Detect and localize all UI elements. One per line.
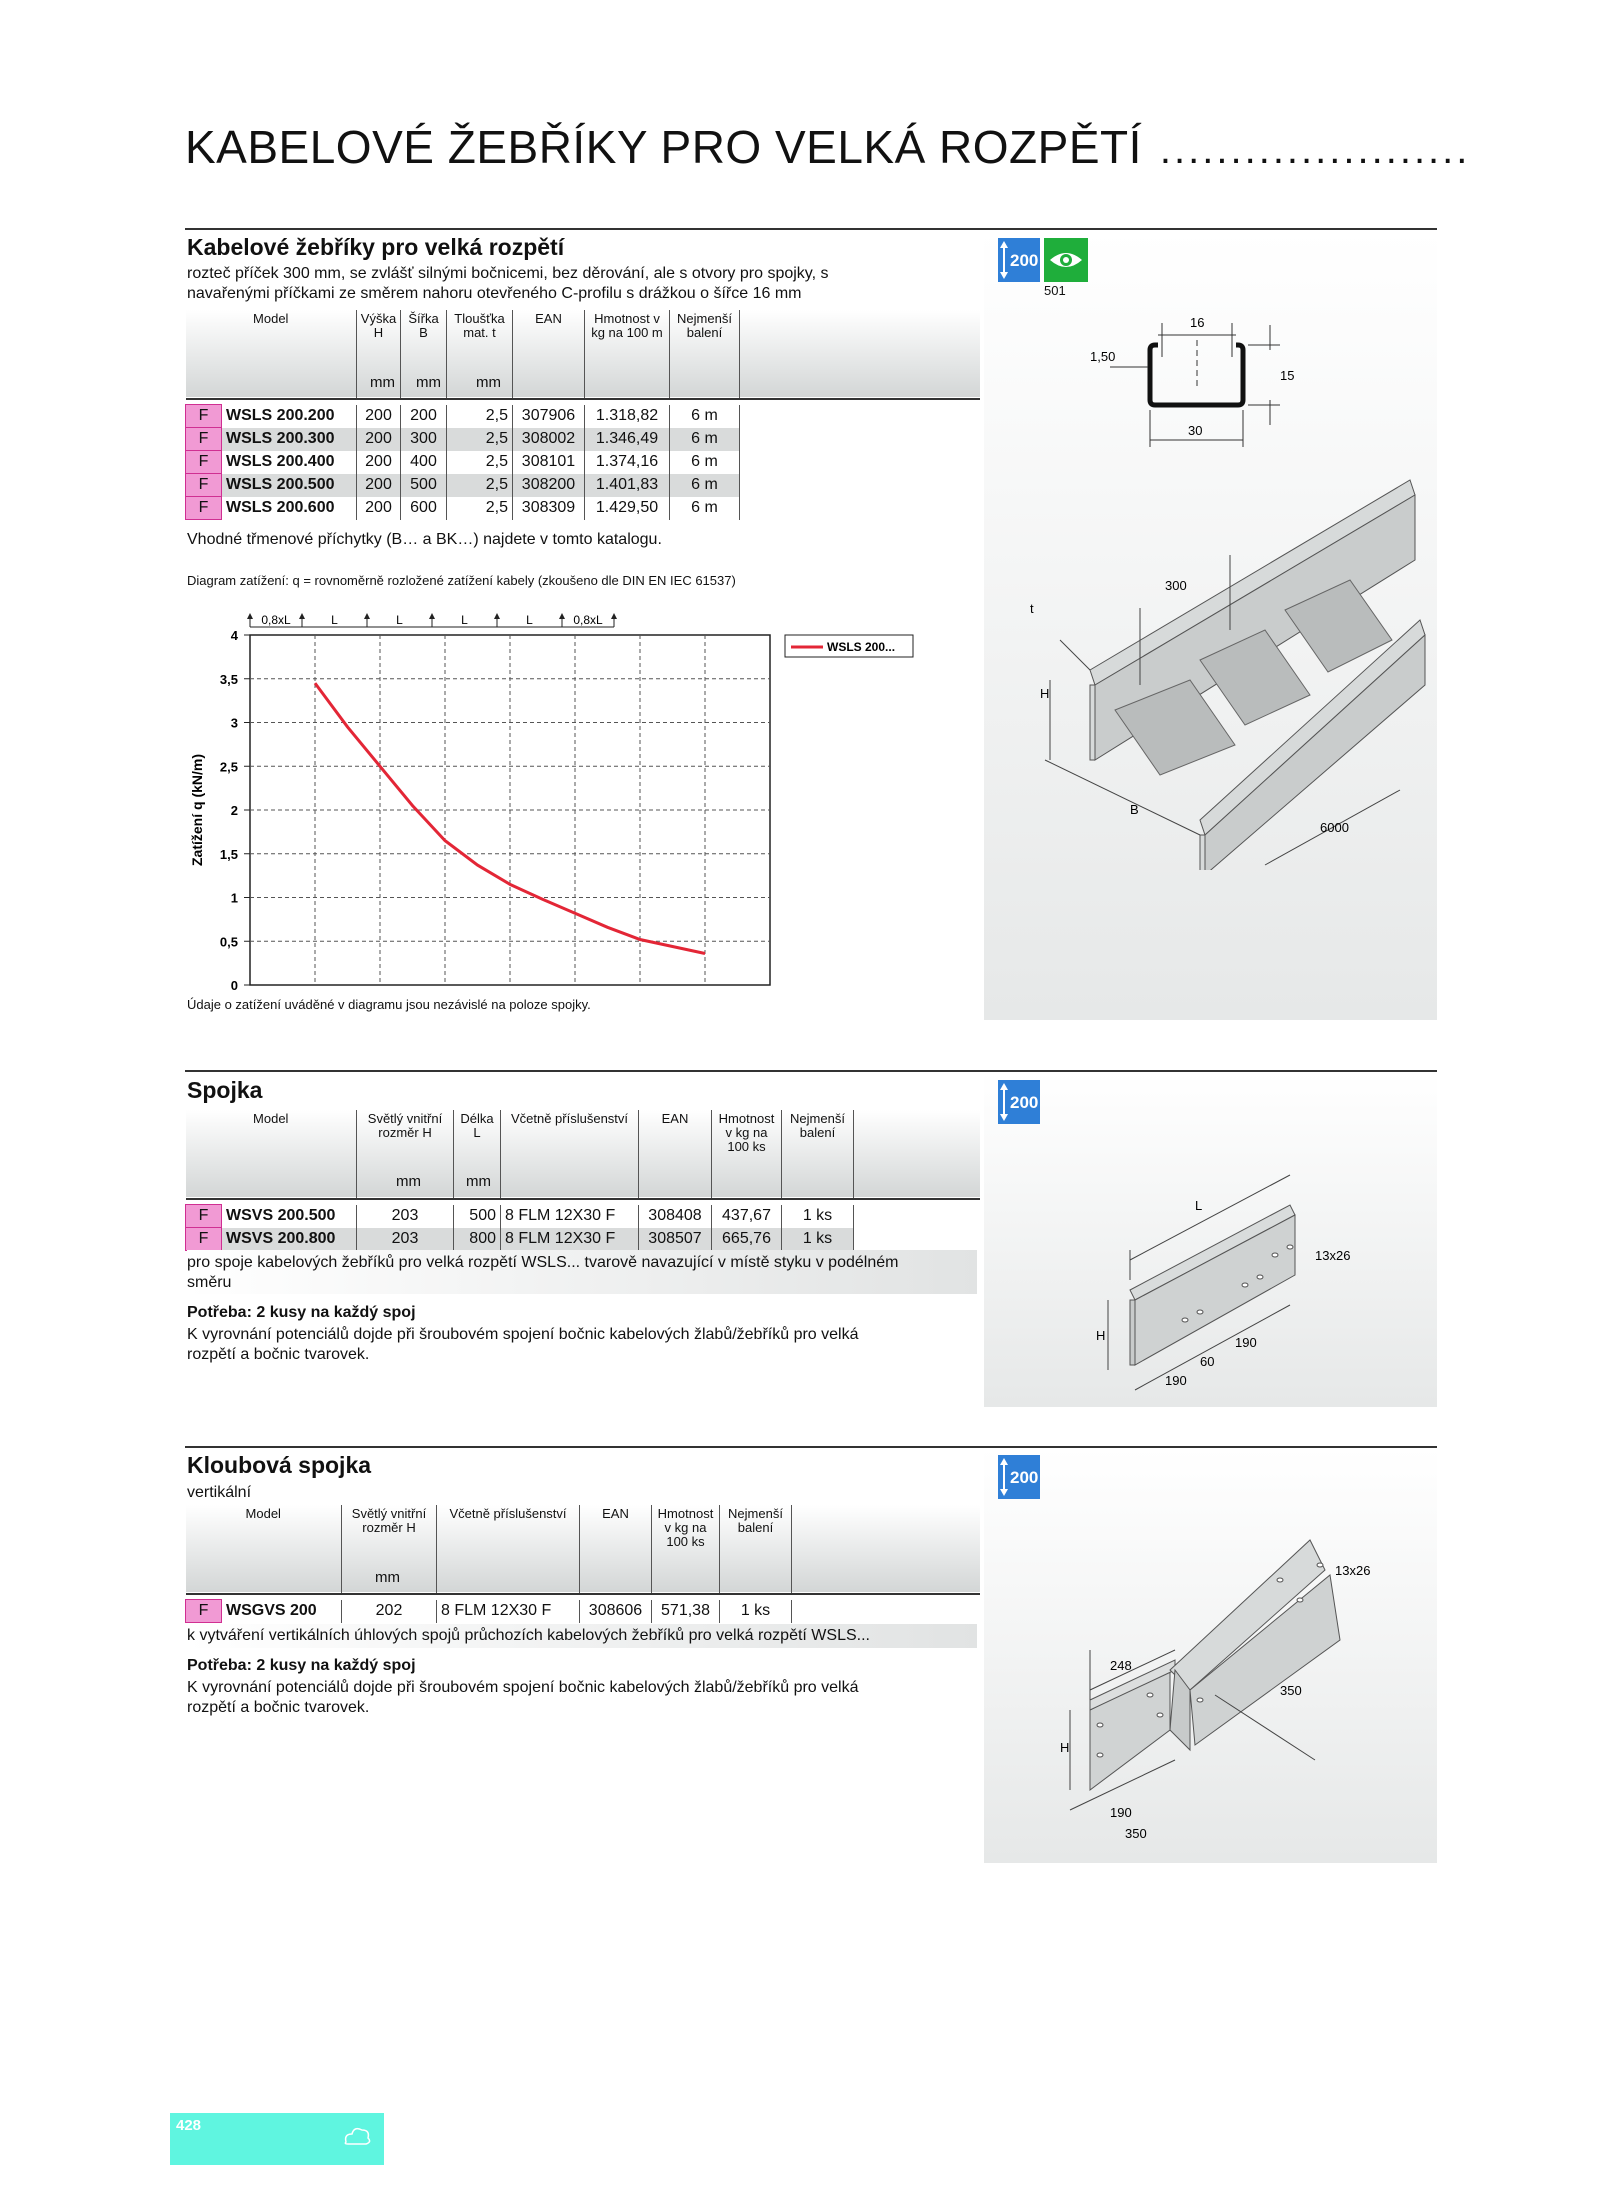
thickness-cell: 2,5 <box>447 497 513 520</box>
dim-248: 248 <box>1110 1658 1132 1673</box>
weight-cell: 1.374,16 <box>585 451 670 474</box>
flag-badge: F <box>186 497 222 520</box>
section-desc-line1: rozteč příček 300 mm, se zvlášť silnými bočnicemi, bez děrování, ale s otvory pro spojky, s <box>187 265 829 282</box>
height-200-badge <box>998 1080 1040 1124</box>
height-cell: 200 <box>357 405 401 428</box>
dim-350-right: 350 <box>1280 1683 1302 1698</box>
badge-text: 200 <box>1010 1093 1039 1112</box>
table-row <box>186 451 981 474</box>
col-header-length: Délka L <box>454 1110 501 1199</box>
ladder-drawing <box>1020 470 1430 870</box>
col-header-ean: EAN <box>580 1505 652 1594</box>
badge-text: 200 <box>1010 1468 1039 1487</box>
table-header-row <box>186 1110 981 1199</box>
section-title-connector: Spojka <box>187 1077 263 1103</box>
hinge-need: Potřeba: 2 kusy na každý spoj <box>187 1657 416 1674</box>
pack-cell: 6 m <box>670 474 740 497</box>
weight-cell: 1.401,83 <box>585 474 670 497</box>
unit-mm-b: mm <box>416 374 441 391</box>
support-label: L <box>331 613 338 627</box>
table-row <box>186 474 981 497</box>
eye-badge <box>1044 238 1088 282</box>
accessories-cell: 8 FLM 12X30 F <box>437 1600 580 1623</box>
support-label: L <box>396 613 403 627</box>
weight-cell: 571,38 <box>652 1600 720 1623</box>
flag-badge: F <box>186 1205 222 1228</box>
hinge-note: k vytváření vertikálních úhlových spojů průchozích kabelových žebříků pro velká rozpětí WSLS... <box>187 1627 870 1644</box>
table-row <box>186 1600 981 1623</box>
col-header-inner-size: Světlý vnitřní rozměr H <box>342 1505 437 1594</box>
unit-mm-h: mm <box>396 1173 421 1190</box>
table-row <box>186 405 981 428</box>
hinge-connector-drawing <box>1050 1520 1430 1860</box>
support-arrowhead <box>299 613 305 619</box>
width-cell: 200 <box>401 405 447 428</box>
weight-cell: 1.318,82 <box>585 405 670 428</box>
height-200-badge <box>998 238 1040 282</box>
ladder-spec-table <box>185 310 980 520</box>
y-tick-label: 1 <box>230 890 238 906</box>
support-arrowhead <box>494 613 500 619</box>
flag-badge: F <box>186 405 222 428</box>
width-cell: 600 <box>401 497 447 520</box>
height-cell: 200 <box>357 428 401 451</box>
legend-label: WSLS 200... <box>827 640 896 654</box>
hinge-spec-table <box>185 1505 980 1623</box>
dim-13x26: 13x26 <box>1335 1563 1371 1578</box>
col-header-ean: EAN <box>513 310 585 399</box>
dim-H: H <box>1096 1328 1106 1343</box>
dim-190-b: 190 <box>1235 1335 1257 1350</box>
pack-cell: 1 ks <box>720 1600 792 1623</box>
c-profile-drawing <box>1070 305 1310 455</box>
pack-cell: 1 ks <box>782 1205 854 1228</box>
dim-t: t <box>1030 601 1034 616</box>
section-desc-line2: navařenými příčkami ze směrem nahoru otevřeného C-profilu s drážkou o šířce 16 mm <box>187 285 802 302</box>
y-tick-label: 2,5 <box>219 759 238 775</box>
col-header-inner-size: Světlý vnitřní rozměr H <box>357 1110 454 1199</box>
ean-cell: 308101 <box>513 451 585 474</box>
pack-cell: 6 m <box>670 428 740 451</box>
width-cell: 500 <box>401 474 447 497</box>
unit-mm-h: mm <box>370 374 395 391</box>
section-title-hinge: Kloubová spojka <box>187 1452 372 1478</box>
table-row <box>186 1228 981 1251</box>
support-label: 0,8xL <box>261 613 291 627</box>
ean-cell: 308200 <box>513 474 585 497</box>
connector-note-line2: směru <box>187 1274 232 1291</box>
eye-icon <box>1044 238 1088 282</box>
height-cell: 200 <box>357 497 401 520</box>
dim-30: 30 <box>1188 423 1203 438</box>
accessories-cell: 8 FLM 12X30 F <box>501 1228 639 1251</box>
unit-mm-h: mm <box>375 1569 400 1586</box>
col-header-pack: Nejmenší balení <box>782 1110 854 1199</box>
dim-B: B <box>1130 802 1139 817</box>
chart-footnote: Údaje o zatížení uváděné v diagramu jsou nezávislé na poloze spojky. <box>187 997 591 1012</box>
support-arrowhead <box>559 613 565 619</box>
table-row <box>186 1205 981 1228</box>
weight-cell: 437,67 <box>712 1205 782 1228</box>
model-cell: WSLS 200.300 <box>222 428 357 451</box>
thickness-cell: 2,5 <box>447 474 513 497</box>
col-header-weight: Hmotnost v kg na 100 m <box>585 310 670 399</box>
hinge-potential-note1: K vyrovnání potenciálů dojde při šroubovém spojení bočnic kabelových žlabů/žebříků pro velká <box>187 1679 859 1696</box>
weight-cell: 665,76 <box>712 1228 782 1251</box>
support-arrowhead <box>247 613 253 619</box>
model-cell: WSLS 200.200 <box>222 405 357 428</box>
y-tick-label: 3 <box>230 715 238 731</box>
length-cell: 800 <box>454 1228 501 1251</box>
table-row <box>186 497 981 520</box>
weight-cell: 1.346,49 <box>585 428 670 451</box>
connector-note-line1: pro spoje kabelových žebříků pro velká rozpětí WSLS... tvarově navazující v místě styku v podélném <box>187 1254 899 1271</box>
dim-L: L <box>1195 1198 1203 1213</box>
page-title <box>185 120 1470 174</box>
length-cell: 500 <box>454 1205 501 1228</box>
pack-cell: 6 m <box>670 497 740 520</box>
height-cell: 200 <box>357 474 401 497</box>
table-header-row <box>186 1505 981 1594</box>
table-header-row <box>186 310 981 399</box>
dim-60: 60 <box>1200 1354 1215 1369</box>
unit-mm-l: mm <box>466 1173 491 1190</box>
support-arrowhead <box>611 613 617 619</box>
model-cell: WSLS 200.600 <box>222 497 357 520</box>
weight-cell: 1.429,50 <box>585 497 670 520</box>
cloud-logo-icon <box>340 2122 374 2150</box>
y-tick-label: 4 <box>230 628 238 643</box>
connector-spec-table <box>185 1110 980 1251</box>
support-label: L <box>526 613 533 627</box>
connector-potential-note1: K vyrovnání potenciálů dojde při šroubovém spojení bočnic kabelových žlabů/žebříků pro velká <box>187 1326 859 1343</box>
flag-badge: F <box>186 474 222 497</box>
inner-size-cell: 203 <box>357 1205 454 1228</box>
support-arrowhead <box>364 613 370 619</box>
col-header-accessories: Včetně příslušenství <box>437 1505 580 1594</box>
col-header-pack: Nejmenší balení <box>720 1505 792 1594</box>
title-dots: ...................... <box>1159 128 1471 172</box>
support-label: L <box>461 613 468 627</box>
col-header-weight: Hmotnost v kg na 100 ks <box>652 1505 720 1594</box>
model-cell: WSVS 200.800 <box>222 1228 357 1251</box>
ean-cell: 308002 <box>513 428 585 451</box>
thickness-cell: 2,5 <box>447 451 513 474</box>
hinge-potential-note2: rozpětí a bočnic tvarovek. <box>187 1699 370 1716</box>
y-tick-label: 0,5 <box>219 934 238 950</box>
badge-code: 501 <box>1044 283 1066 298</box>
pack-cell: 1 ks <box>782 1228 854 1251</box>
page-number: 428 <box>176 2117 202 2134</box>
ean-cell: 307906 <box>513 405 585 428</box>
dim-6000: 6000 <box>1320 820 1349 835</box>
height-200-badge <box>998 1455 1040 1499</box>
dim-16: 16 <box>1190 315 1205 330</box>
ean-cell: 308309 <box>513 497 585 520</box>
col-header-accessories: Včetně příslušenství <box>501 1110 639 1199</box>
dim-13x26: 13x26 <box>1315 1248 1351 1263</box>
col-header-model: Model <box>186 310 357 399</box>
col-header-width: Šířka B <box>401 310 447 399</box>
unit-mm-t: mm <box>476 374 501 391</box>
col-header-model: Model <box>186 1110 357 1199</box>
model-cell: WSVS 200.500 <box>222 1205 357 1228</box>
ean-cell: 308408 <box>639 1205 712 1228</box>
height-cell: 200 <box>357 451 401 474</box>
dim-190: 190 <box>1110 1805 1132 1820</box>
load-diagram-chart <box>170 595 920 995</box>
flag-badge: F <box>186 1228 222 1251</box>
pack-cell: 6 m <box>670 405 740 428</box>
model-cell: WSLS 200.500 <box>222 474 357 497</box>
badge-text: 200 <box>1010 251 1039 270</box>
dim-350-bottom: 350 <box>1125 1826 1147 1841</box>
y-tick-label: 3,5 <box>219 671 238 687</box>
model-cell: WSGVS 200 <box>222 1600 342 1623</box>
y-tick-label: 2 <box>230 803 238 818</box>
thickness-cell: 2,5 <box>447 405 513 428</box>
dim-190-a: 190 <box>1165 1373 1187 1388</box>
section-subtitle-vertical: vertikální <box>187 1484 252 1501</box>
section-title-ladders: Kabelové žebříky pro velká rozpětí <box>187 234 565 260</box>
ean-cell: 308606 <box>580 1600 652 1623</box>
flag-badge: F <box>186 1600 222 1623</box>
model-cell: WSLS 200.400 <box>222 451 357 474</box>
dim-300: 300 <box>1165 578 1187 593</box>
inner-size-cell: 203 <box>357 1228 454 1251</box>
col-header-pack: Nejmenší balení <box>670 310 740 399</box>
dim-15: 15 <box>1280 368 1295 383</box>
col-header-height: Výška H <box>357 310 401 399</box>
y-tick-label: 1,5 <box>219 846 238 862</box>
table-row <box>186 428 981 451</box>
clamp-note: Vhodné třmenové příchytky (B… a BK…) najdete v tomto katalogu. <box>187 531 662 548</box>
width-cell: 400 <box>401 451 447 474</box>
width-cell: 300 <box>401 428 447 451</box>
flag-badge: F <box>186 428 222 451</box>
col-header-thickness: Tloušťka mat. t <box>447 310 513 399</box>
pack-cell: 6 m <box>670 451 740 474</box>
connector-need: Potřeba: 2 kusy na každý spoj <box>187 1304 416 1321</box>
dim-1-50: 1,50 <box>1090 349 1116 364</box>
support-arrowhead <box>429 613 435 619</box>
support-label: 0,8xL <box>573 613 603 627</box>
y-axis-label: Zatížení q (kN/m) <box>189 753 205 867</box>
col-header-ean: EAN <box>639 1110 712 1199</box>
ean-cell: 308507 <box>639 1228 712 1251</box>
page-title-text: KABELOVÉ ŽEBŘÍKY PRO VELKÁ ROZPĚTÍ <box>185 121 1142 173</box>
inner-size-cell: 202 <box>342 1600 437 1623</box>
chart-title: Diagram zatížení: q = rovnoměrně rozložené zatížení kabely (zkoušeno dle DIN EN IEC 61537) <box>187 573 736 588</box>
thickness-cell: 2,5 <box>447 428 513 451</box>
connector-potential-note2: rozpětí a bočnic tvarovek. <box>187 1346 370 1363</box>
dim-H: H <box>1040 686 1050 701</box>
flag-badge: F <box>186 451 222 474</box>
connector-drawing <box>1050 1150 1430 1400</box>
col-header-model: Model <box>186 1505 342 1594</box>
col-header-weight: Hmotnost v kg na 100 ks <box>712 1110 782 1199</box>
accessories-cell: 8 FLM 12X30 F <box>501 1205 639 1228</box>
dim-H: H <box>1060 1740 1070 1755</box>
y-tick-label: 0 <box>230 978 238 993</box>
